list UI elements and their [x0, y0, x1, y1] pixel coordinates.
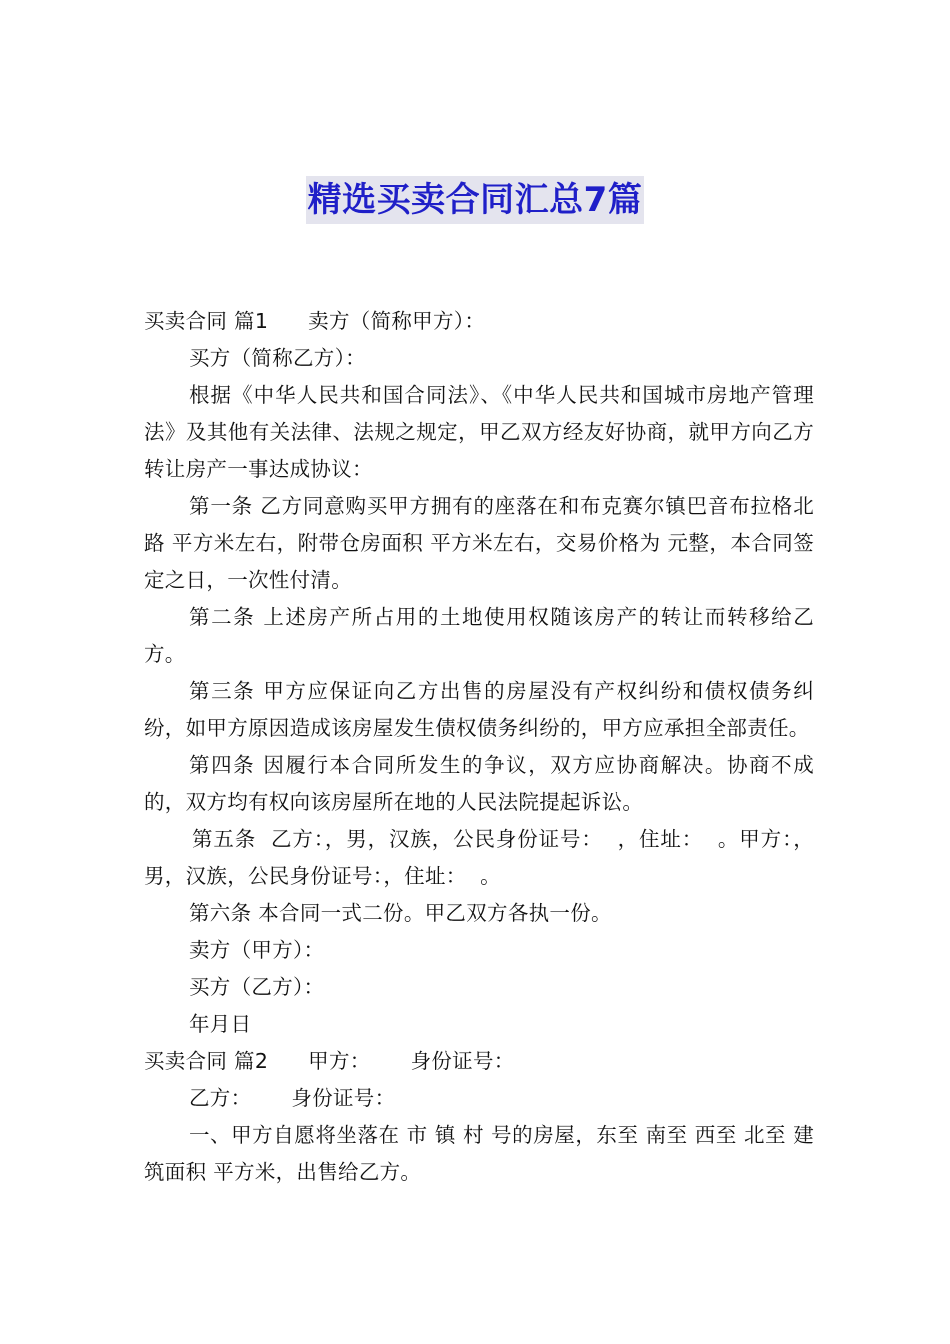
id-number-label: 身份证号： — [291, 1086, 396, 1110]
section-heading-1 — [144, 303, 814, 340]
paragraph: 第六条 本合同一式二份。甲乙双方各执一份。 — [189, 901, 612, 925]
seller-label: 卖方（简称甲方）： — [308, 309, 486, 333]
paragraph: 卖方（甲方）： — [189, 938, 325, 962]
document-title: 精选买卖合同汇总7篇 — [306, 176, 645, 224]
paragraph: 第四条 因履行本合同所发生的争议，双方应协商解决。协商不成的，双方均有权向该房屋所在地的人民法院提起诉讼。 — [144, 753, 814, 814]
section-label: 买卖合同 篇1 — [144, 309, 269, 333]
paragraph — [144, 1080, 814, 1117]
paragraph: 买方（乙方）： — [189, 975, 325, 999]
party-b-label: 乙方： — [189, 1086, 252, 1110]
party-a-label: 甲方： — [308, 1049, 371, 1073]
document-body — [144, 303, 814, 1191]
id-number-label: 身份证号： — [410, 1049, 515, 1073]
paragraph: 第五条 乙方：，男，汉族，公民身份证号： ，住址： 。甲方：，男，汉族，公民身份证号：，住址： 。 — [144, 827, 814, 888]
paragraph: 第三条 甲方应保证向乙方出售的房屋没有产权纠纷和债权债务纠纷，如甲方原因造成该房屋发生债权债务纠纷的，甲方应承担全部责任。 — [144, 679, 814, 740]
paragraph: 第二条 上述房产所占用的土地使用权随该房产的转让而转移给乙方。 — [144, 605, 814, 666]
section-heading-2 — [144, 1043, 814, 1080]
paragraph: 年月日 — [189, 1012, 252, 1036]
paragraph: 根据《中华人民共和国合同法》、《中华人民共和国城市房地产管理法》及其他有关法律、法规之规定，甲乙双方经友好协商，就甲方向乙方转让房产一事达成协议： — [144, 383, 814, 481]
paragraph: 买方（简称乙方）： — [189, 346, 366, 370]
paragraph: 第一条 乙方同意购买甲方拥有的座落在和布克赛尔镇巴音布拉格北路 平方米左右，附带仓房面积 平方米左右，交易价格为 元整，本合同签定之日，一次性付清。 — [144, 494, 814, 592]
paragraph: 一、甲方自愿将坐落在 市 镇 村 号的房屋，东至 南至 西至 北至 建筑面积 平方米，出售给乙方。 — [144, 1123, 814, 1184]
title-container — [0, 176, 950, 224]
section-label: 买卖合同 篇2 — [144, 1049, 269, 1073]
